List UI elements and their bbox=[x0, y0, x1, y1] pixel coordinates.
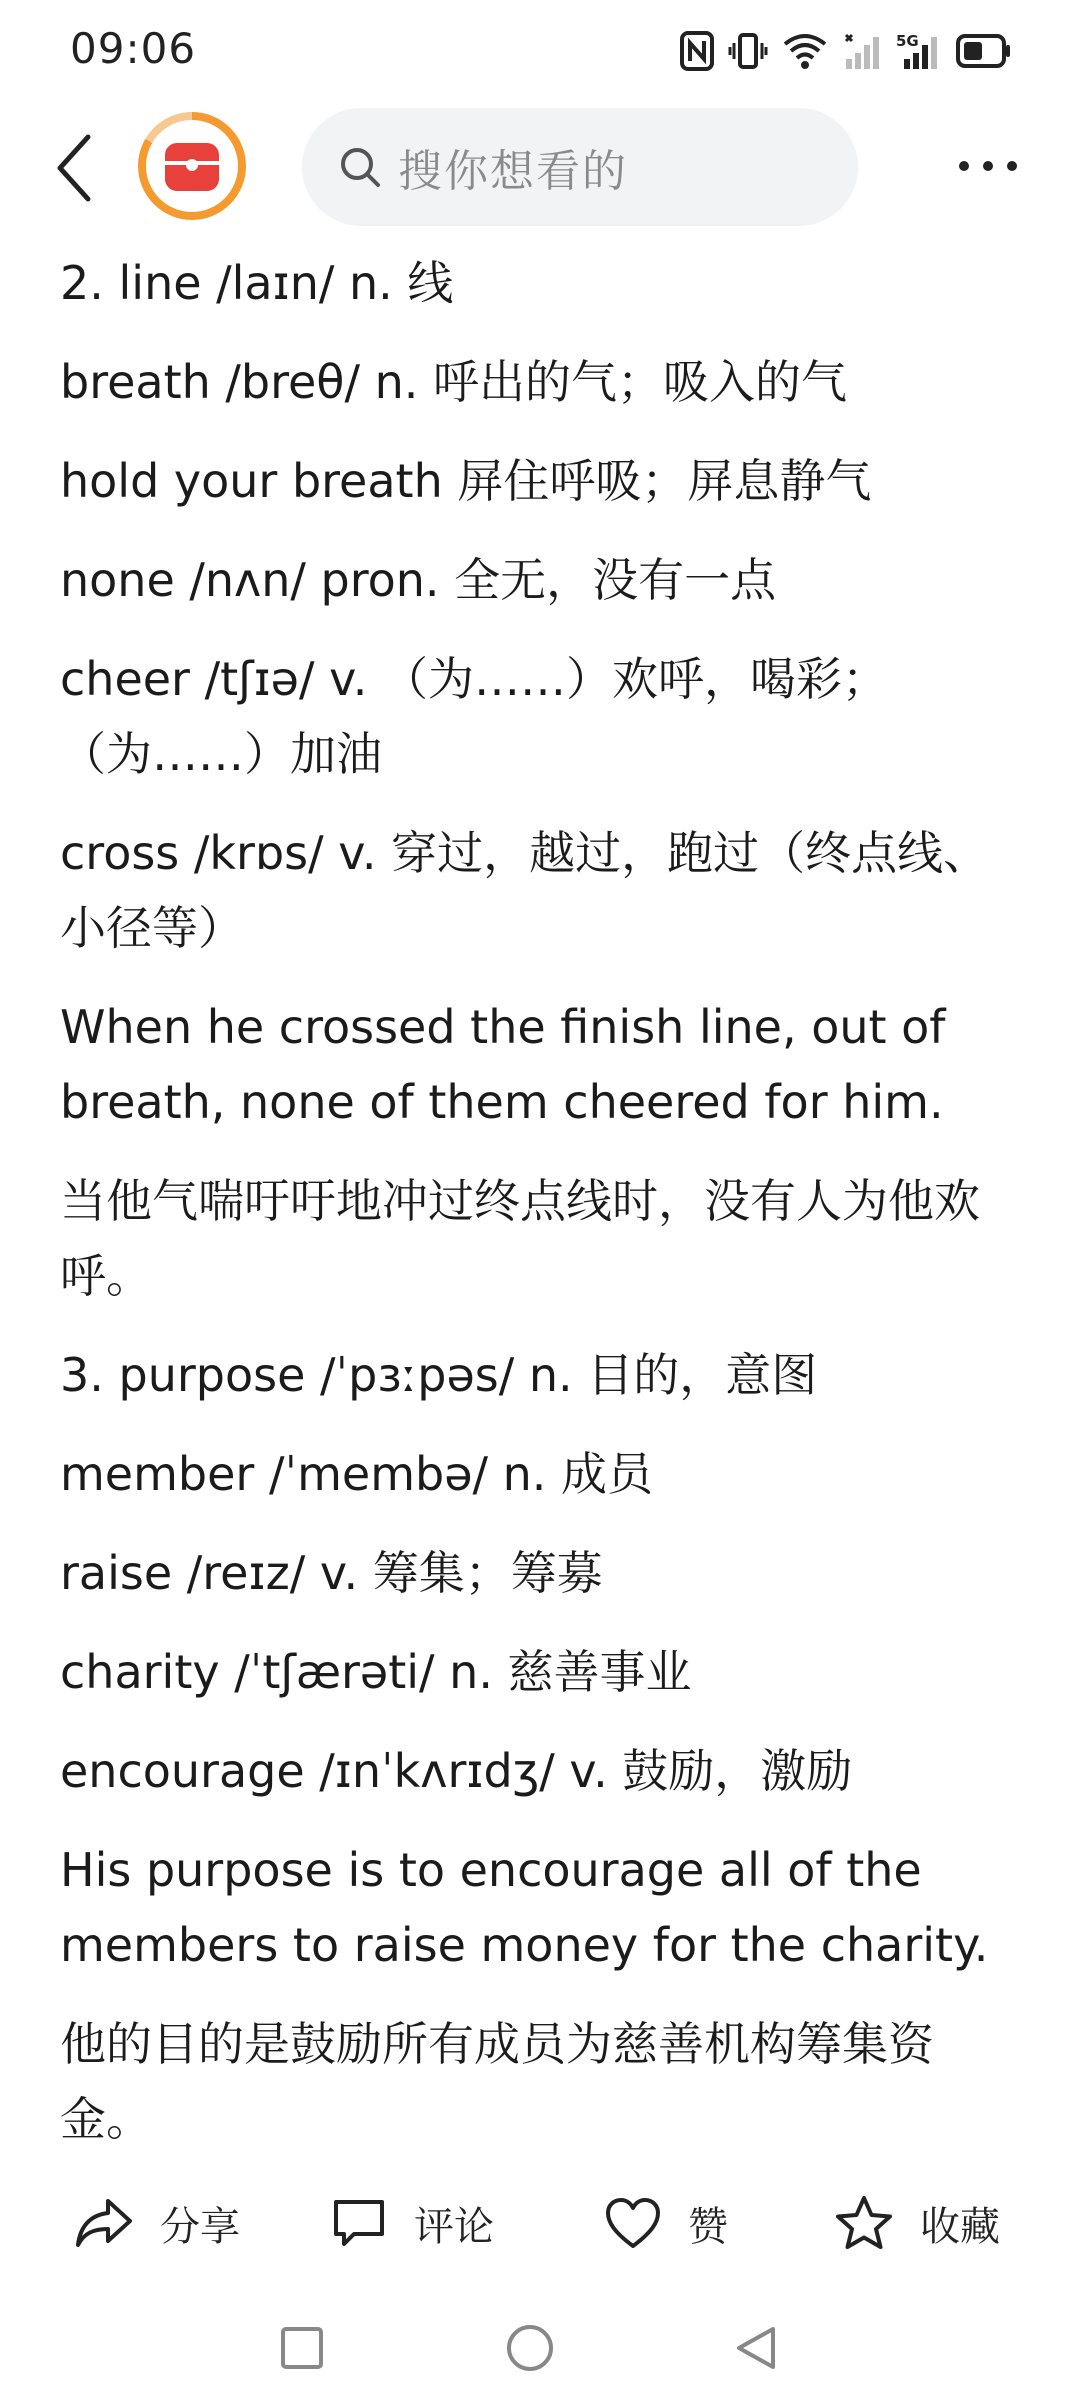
action-bar bbox=[0, 2168, 1080, 2278]
article-content bbox=[60, 246, 1022, 2146]
search-icon bbox=[338, 145, 382, 189]
avatar[interactable] bbox=[138, 112, 246, 220]
content-line: hold your breath 屏住呼吸；屏息静气 bbox=[60, 454, 872, 508]
more-dot-icon bbox=[1007, 161, 1017, 171]
recents-square-icon bbox=[278, 2324, 326, 2372]
content-line: 3. purpose /ˈpɜːpəs/ n. 目的，意图 bbox=[60, 1348, 818, 1402]
signal-icon-no-service bbox=[842, 31, 882, 71]
favorite-button[interactable] bbox=[834, 2186, 1000, 2260]
share-button[interactable] bbox=[74, 2186, 240, 2260]
more-options-button[interactable] bbox=[946, 136, 1030, 196]
recents-button[interactable] bbox=[272, 2318, 332, 2378]
network-label: 5G bbox=[896, 32, 919, 50]
app-logo-icon bbox=[159, 133, 225, 199]
content-line: 2. line /laɪn/ n. 线 bbox=[60, 256, 454, 310]
status-time: 09:06 bbox=[70, 24, 197, 73]
share-label: 分享 bbox=[160, 2203, 240, 2250]
header bbox=[0, 100, 1080, 240]
favorite-label: 收藏 bbox=[920, 2203, 1000, 2250]
system-nav-bar bbox=[0, 2290, 1080, 2400]
wifi-icon bbox=[782, 32, 828, 70]
like-button[interactable] bbox=[604, 2186, 728, 2260]
content-line: raise /reɪz/ v. 筹集；筹募 bbox=[60, 1546, 603, 1600]
comment-icon bbox=[330, 2196, 388, 2250]
back-button[interactable] bbox=[44, 126, 104, 210]
star-icon bbox=[834, 2194, 894, 2252]
more-dot-icon bbox=[959, 161, 969, 171]
home-circle-icon bbox=[504, 2322, 556, 2374]
content-line: 当他气喘吁吁地冲过终点线时，没有人为他欢呼。 bbox=[60, 1174, 980, 1303]
battery-icon bbox=[956, 33, 1012, 69]
chevron-left-icon bbox=[54, 133, 94, 203]
like-label: 赞 bbox=[688, 2203, 728, 2250]
heart-icon bbox=[604, 2196, 662, 2250]
content-line: His purpose is to encourage all of the members to raise money for the charity. bbox=[60, 1843, 989, 1972]
avatar-inner bbox=[146, 120, 238, 212]
more-dot-icon bbox=[983, 161, 993, 171]
content-line: breath /breθ/ n. 呼出的气；吸入的气 bbox=[60, 355, 847, 409]
content-line: When he crossed the finish line, out of breath, none of them cheered for him. bbox=[60, 1000, 946, 1129]
signal-icon-5g bbox=[896, 31, 942, 71]
back-triangle-icon bbox=[731, 2323, 781, 2373]
comment-button[interactable] bbox=[330, 2186, 494, 2260]
status-icons bbox=[680, 26, 1012, 76]
back-nav-button[interactable] bbox=[726, 2318, 786, 2378]
search-placeholder: 搜你想看的 bbox=[398, 146, 628, 197]
content-line: charity /ˈtʃærəti/ n. 慈善事业 bbox=[60, 1645, 692, 1699]
share-icon bbox=[74, 2195, 134, 2251]
comment-label: 评论 bbox=[414, 2203, 494, 2250]
status-bar bbox=[0, 0, 1080, 100]
content-line: none /nʌn/ pron. 全无，没有一点 bbox=[60, 553, 777, 607]
home-button[interactable] bbox=[500, 2318, 560, 2378]
content-line: member /ˈmembə/ n. 成员 bbox=[60, 1447, 654, 1501]
content-line: encourage /ɪnˈkʌrɪdʒ/ v. 鼓励，激励 bbox=[60, 1744, 853, 1798]
search-input[interactable] bbox=[302, 108, 858, 226]
vibrate-icon bbox=[728, 31, 768, 71]
content-line: cheer /tʃɪə/ v. （为……）欢呼，喝彩；（为……）加油 bbox=[60, 652, 888, 781]
content-line: 他的目的是鼓励所有成员为慈善机构筹集资金。 bbox=[60, 2017, 934, 2146]
content-line: cross /krɒs/ v. 穿过，越过，跑过（终点线、小径等） bbox=[60, 826, 990, 955]
nfc-icon bbox=[680, 31, 714, 71]
